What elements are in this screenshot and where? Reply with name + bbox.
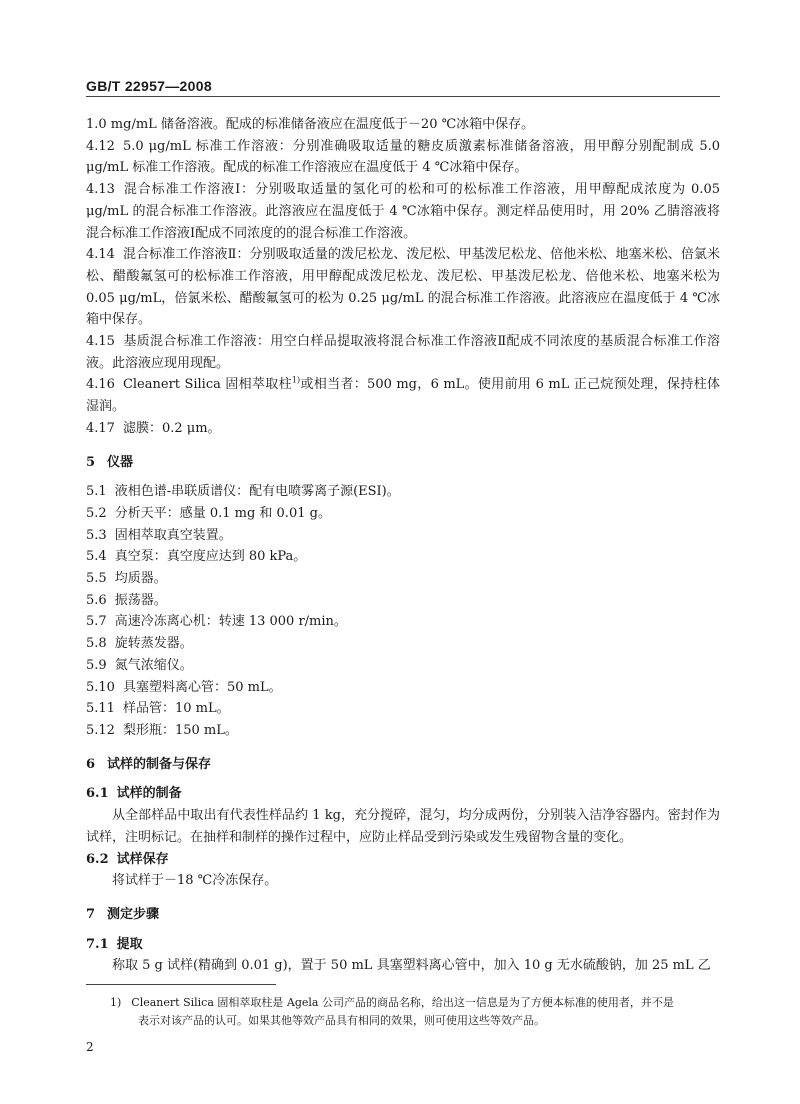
footnote-rule [86, 984, 276, 985]
subsection-title: 提取 [116, 936, 143, 952]
subsection-title: 试样的制备 [116, 786, 182, 802]
paragraph-5-8 [86, 633, 720, 655]
paragraph-text: 梨形瓶：150 mL。 [122, 722, 238, 738]
section-number: 6 [86, 756, 96, 772]
clause-number: 5.5 [86, 571, 107, 587]
paragraph-4-16 [86, 374, 720, 417]
clause-number: 5.8 [86, 636, 107, 652]
paragraph-5-10 [86, 677, 720, 699]
paragraph-text: 称取 5 g 试样(精确到 0.01 g)，置于 50 mL 具塞塑料离心管中，加入 10 g 无水硫酸钠，加 25 mL 乙 [112, 958, 711, 974]
footnote-text: Cleanert Silica 固相萃取柱是 Agela 公司产品的商品名称，给出这一信息是为了方便本标准的使用者，并不是 [131, 996, 674, 1009]
paragraph-text: 高速冷冻离心机：转速 13 000 r/min。 [114, 614, 347, 630]
section-number: 5 [86, 454, 96, 470]
clause-number: 6.1 [86, 786, 109, 802]
clause-number: 4.12 [86, 138, 115, 154]
clause-number: 5.11 [86, 701, 115, 717]
section-heading-5 [86, 452, 720, 474]
paragraph-text: 混合标准工作溶液Ⅰ：分别吸取适量的氢化可的松和可的松标准工作溶液，用甲醇配成浓度为 0.05 μg/mL 的混合标准工作溶液。此溶液应在温度低于 4 ℃冰箱中保存。测定样品使用时，用 20% 乙腈溶液将混合标准工作溶液Ⅰ配成不同浓度的的混合标准工作溶液。 [86, 182, 720, 241]
paragraph-text: 1.0 mg/mL 储备溶液。配成的标准储备液应在温度低于－20 ℃冰箱中保存。 [86, 117, 535, 132]
body-text [86, 114, 720, 977]
paragraph-text: 真空泵：真空度应达到 80 kPa。 [114, 549, 307, 565]
paragraph-text: 基质混合标准工作溶液：用空白样品提取液将混合标准工作溶液Ⅱ配成不同浓度的基质混合标准工作溶液。此溶液应现用现配。 [86, 334, 720, 371]
section-title: 仪器 [107, 454, 134, 470]
paragraph-text: 振荡器。 [114, 592, 167, 608]
paragraph-text: 具塞塑料离心管：50 mL。 [122, 679, 282, 695]
header-rule [86, 96, 720, 97]
page-number: 2 [86, 1040, 94, 1054]
footnote-text: 表示对该产品的认可。如果其他等效产品具有相同的效果，则可使用这些等效产品。 [138, 1014, 545, 1027]
section-heading-7 [86, 904, 720, 926]
section-number: 7 [86, 906, 96, 922]
paragraph-4-14 [86, 244, 720, 331]
subsection-heading-6-1 [86, 783, 720, 805]
paragraph-4-13 [86, 179, 720, 244]
clause-number: 5.4 [86, 549, 107, 565]
footnote-reference: 1) [291, 376, 301, 386]
paragraph-text: 或相当者：500 mg，6 mL。使用前用 6 mL 正己烷预处理，保持柱体湿润。 [86, 377, 720, 415]
section-heading-6 [86, 754, 720, 776]
standard-number: GB/T 22957—2008 [86, 78, 212, 94]
footnote-line [86, 994, 720, 1012]
paragraph-5-7 [86, 611, 720, 633]
paragraph-text: 5.0 μg/mL 标准工作溶液：分别准确吸取适量的糖皮质激素标准储备溶液，用甲醇分别配制成 5.0 μg/mL 标准工作溶液。配成的标准工作溶液应在温度低于 4 ℃冰箱中保存。 [86, 138, 720, 176]
clause-number: 5.6 [86, 592, 107, 608]
paragraph-5-3 [86, 525, 720, 547]
paragraph-5-5 [86, 568, 720, 590]
paragraph-5-4 [86, 546, 720, 568]
paragraph-4-12 [86, 136, 720, 179]
paragraph-text: 滤膜：0.2 μm。 [122, 420, 221, 436]
clause-number: 4.14 [86, 247, 115, 263]
paragraph-text: 氮气浓缩仪。 [114, 657, 193, 673]
paragraph-7-1 [86, 955, 720, 977]
section-title: 试样的制备与保存 [107, 756, 212, 772]
clause-number: 4.16 [86, 377, 115, 393]
footnote [86, 994, 720, 1030]
paragraph-5-12 [86, 720, 720, 742]
paragraph-text: 样品管：10 mL。 [122, 701, 230, 717]
paragraph-5-6 [86, 590, 720, 612]
clause-number: 5.3 [86, 527, 107, 543]
subsection-heading-7-1 [86, 934, 720, 956]
paragraph-6-1 [86, 805, 720, 848]
paragraph-text: 液相色谱-串联质谱仪：配有电喷雾离子源(ESI)。 [114, 484, 400, 500]
paragraph-text: 分析天平：感量 0.1 mg 和 0.01 g。 [114, 505, 331, 521]
subsection-heading-6-2 [86, 849, 720, 871]
paragraph-5-9 [86, 655, 720, 677]
footnote-mark: 1) [110, 996, 122, 1009]
paragraph-5-11 [86, 698, 720, 720]
clause-number: 7.1 [86, 936, 109, 952]
paragraph-6-2 [86, 870, 720, 892]
paragraph-text: 将试样于－18 ℃冷冻保存。 [112, 873, 278, 889]
paragraph-text: Cleanert Silica 固相萃取柱 [122, 377, 292, 393]
footnote-line [86, 1012, 720, 1030]
paragraph-4-11-cont [86, 114, 720, 136]
paragraph-text: 均质器。 [114, 571, 167, 587]
paragraph-5-1 [86, 481, 720, 503]
section-title: 测定步骤 [107, 906, 160, 922]
subsection-title: 试样保存 [116, 851, 169, 867]
clause-number: 5.9 [86, 657, 107, 673]
clause-number: 4.13 [86, 182, 115, 198]
paragraph-5-2 [86, 503, 720, 525]
paragraph-text: 从全部样品中取出有代表性样品约 1 kg，充分搅碎，混匀，均分成两份，分别装入洁净容器内。密封作为试样，注明标记。在抽样和制样的操作过程中，应防止样品受到污染或发生残留物含量的变化。 [86, 808, 720, 845]
paragraph-4-15 [86, 331, 720, 374]
clause-number: 4.15 [86, 334, 115, 350]
paragraph-text: 固相萃取真空装置。 [114, 527, 232, 543]
clause-number: 4.17 [86, 420, 115, 436]
paragraph-4-17 [86, 418, 720, 440]
clause-number: 5.2 [86, 505, 107, 521]
clause-number: 5.1 [86, 484, 107, 500]
clause-number: 5.10 [86, 679, 115, 695]
clause-number: 6.2 [86, 851, 109, 867]
clause-number: 5.7 [86, 614, 107, 630]
paragraph-text: 旋转蒸发器。 [114, 636, 193, 652]
paragraph-text: 混合标准工作溶液Ⅱ：分别吸取适量的泼尼松龙、泼尼松、甲基泼尼松龙、倍他米松、地塞米松、倍氯米松、醋酸氟氢可的松标准工作溶液，用甲醇配成泼尼松龙、泼尼松、甲基泼尼松龙、倍他米松、地塞米松为 0.05 μg/mL，倍氯米松、醋酸氟氢可的松为 0.25 μg/mL 的混合标准工作溶液。此溶液应在温度低于 4 ℃冰箱中保存。 [86, 247, 720, 328]
clause-number: 5.12 [86, 722, 115, 738]
